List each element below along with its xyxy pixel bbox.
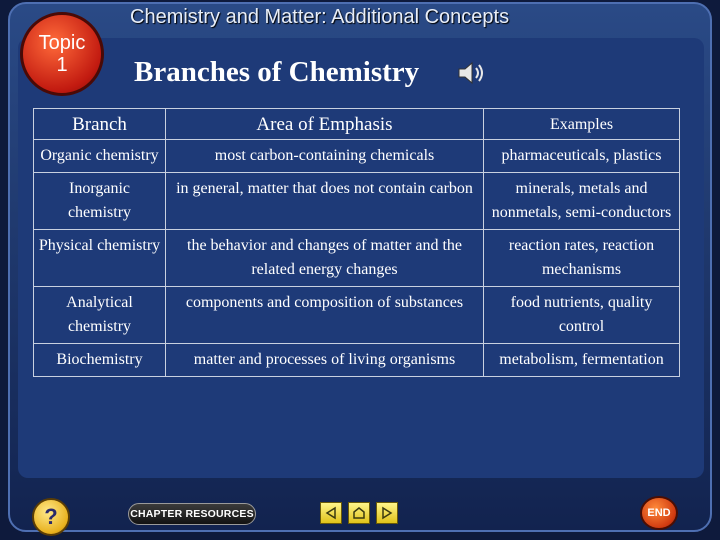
- speaker-icon[interactable]: [456, 60, 488, 86]
- branch-cell: Inorganic chemistry: [34, 173, 166, 230]
- branch-cell: Physical chemistry: [34, 230, 166, 287]
- home-icon: [352, 506, 366, 520]
- area-cell: matter and processes of living organisms: [166, 344, 484, 377]
- examples-cell: metabolism, fermentation: [484, 344, 680, 377]
- examples-cell: reaction rates, reaction mechanisms: [484, 230, 680, 287]
- branches-table: [33, 108, 680, 377]
- triangle-right-icon: [380, 506, 394, 520]
- area-cell: components and composition of substances: [166, 287, 484, 344]
- chapter-resources-button[interactable]: CHAPTER RESOURCES: [128, 503, 256, 525]
- table-row: [34, 230, 680, 287]
- area-cell: the behavior and changes of matter and the related energy changes: [166, 230, 484, 287]
- table-row: [34, 344, 680, 377]
- branch-cell: Biochemistry: [34, 344, 166, 377]
- examples-cell: pharmaceuticals, plastics: [484, 140, 680, 173]
- topic-number: 1: [56, 54, 68, 76]
- end-button[interactable]: END: [640, 496, 678, 530]
- table-row: [34, 140, 680, 173]
- examples-cell: minerals, metals and nonmetals, semi-conductors: [484, 173, 680, 230]
- area-cell: most carbon-containing chemicals: [166, 140, 484, 173]
- header-branch: Branch: [34, 109, 166, 140]
- topic-label: Topic: [38, 32, 86, 54]
- header-area: Area of Emphasis: [166, 109, 484, 140]
- branch-cell: Analytical chemistry: [34, 287, 166, 344]
- table-header-row: [34, 109, 680, 140]
- page-header-title: Chemistry and Matter: Additional Concepts: [130, 6, 510, 28]
- examples-cell: food nutrients, quality control: [484, 287, 680, 344]
- header-examples: Examples: [484, 109, 680, 140]
- section-title: Branches of Chemistry: [134, 56, 420, 88]
- table-row: [34, 173, 680, 230]
- home-button[interactable]: [348, 502, 370, 524]
- topic-badge: [20, 12, 104, 96]
- help-button[interactable]: ?: [32, 498, 70, 536]
- table-row: [34, 287, 680, 344]
- next-button[interactable]: [376, 502, 398, 524]
- previous-button[interactable]: [320, 502, 342, 524]
- triangle-left-icon: [324, 506, 338, 520]
- area-cell: in general, matter that does not contain carbon: [166, 173, 484, 230]
- branch-cell: Organic chemistry: [34, 140, 166, 173]
